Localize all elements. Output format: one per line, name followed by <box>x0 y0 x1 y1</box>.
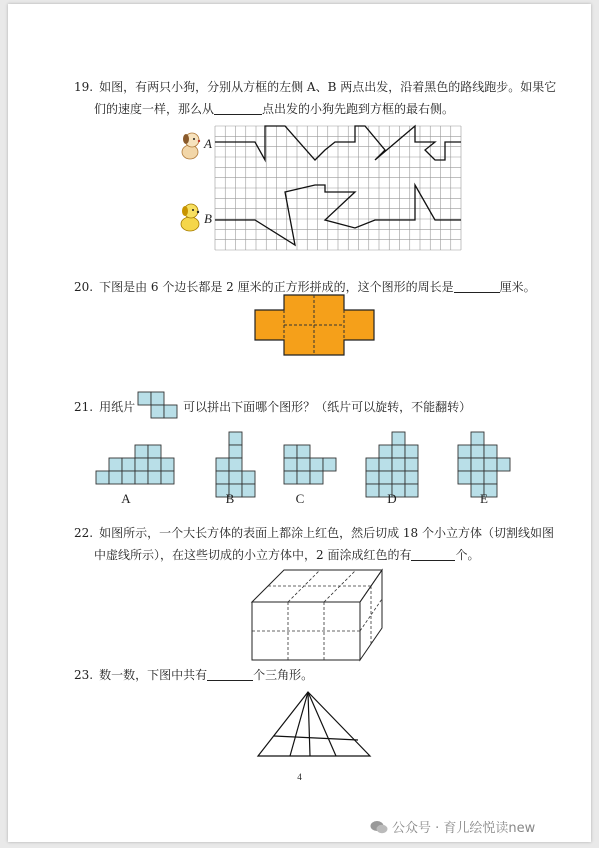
shape-cell <box>135 458 148 471</box>
shape-cell <box>229 471 242 484</box>
shape-cell <box>216 458 229 471</box>
watermark-text: 公众号 · 育儿绘悦读new <box>392 821 536 836</box>
dog-b-icon <box>181 204 199 231</box>
shape-cell <box>392 458 405 471</box>
question-text: 可以拼出下面哪个图形？（纸片可以旋转，不能翻转） <box>183 400 472 414</box>
shape-cell <box>366 471 379 484</box>
shape-cell <box>458 458 471 471</box>
shape-cell <box>392 471 405 484</box>
option-label: E <box>480 491 488 506</box>
shape-cell <box>497 458 510 471</box>
question-number: 19. <box>74 80 94 94</box>
shape-cell <box>138 392 151 405</box>
shape-cell <box>379 458 392 471</box>
shape-cell <box>216 471 229 484</box>
triangle-lines <box>258 692 370 756</box>
option-label: D <box>387 491 397 506</box>
answer-blank[interactable] <box>454 278 500 293</box>
worksheet-page <box>8 4 591 842</box>
shape-cell <box>109 471 122 484</box>
question-text: 数一数，下图中共有 <box>99 668 208 682</box>
shape-cell <box>484 471 497 484</box>
question-23 <box>74 664 564 686</box>
shape-cell <box>164 405 177 418</box>
shape-cell <box>284 445 297 458</box>
answer-blank[interactable] <box>207 666 253 681</box>
question-text: 个。 <box>455 548 480 562</box>
page-number: 4 <box>297 772 302 782</box>
dog-path-grid <box>173 120 473 252</box>
point-b-label: B <box>204 211 212 226</box>
shape-cell <box>242 471 255 484</box>
shape-cell <box>379 445 392 458</box>
shape-cell <box>148 458 161 471</box>
shape-cell <box>405 471 418 484</box>
question-number: 23. <box>74 668 94 682</box>
shape-cell <box>458 445 471 458</box>
cuboid-figure <box>250 566 384 662</box>
wechat-icon <box>370 820 388 834</box>
answer-blank[interactable] <box>411 546 455 561</box>
question-number: 20. <box>74 280 94 294</box>
shape-cell <box>161 471 174 484</box>
shape-cell <box>109 458 122 471</box>
shape-cell <box>122 458 135 471</box>
six-square-figure <box>254 294 376 356</box>
grid-lines <box>215 126 461 250</box>
point-a-label: A <box>204 136 212 151</box>
shape-cell <box>379 471 392 484</box>
question-text: 个三角形。 <box>253 668 314 682</box>
shape-cell <box>471 471 484 484</box>
shape-cell <box>148 471 161 484</box>
question-text: 中虚线所示），在这些切成的小立方体中，2 面涂成红色的有 <box>94 548 412 562</box>
shape-cell <box>484 445 497 458</box>
cuboid-cut-lines <box>252 570 382 660</box>
shape-cell <box>310 458 323 471</box>
question-text: 点出发的小狗先跑到方框的最右侧。 <box>262 102 455 116</box>
shape-cell <box>405 458 418 471</box>
shape-cell <box>297 471 310 484</box>
shape-cell <box>392 445 405 458</box>
option-label: B <box>225 491 235 506</box>
option-label: A <box>121 491 131 506</box>
question-text: 用纸片 <box>99 400 136 414</box>
shape-cell <box>242 484 255 497</box>
shape-cell <box>135 445 148 458</box>
watermark <box>370 817 535 836</box>
shape-cell <box>135 471 148 484</box>
shape-cell <box>284 458 297 471</box>
shape-cell <box>284 471 297 484</box>
question-text: 如图，有两只小狗，分别从方框的左侧 A、B 两点出发，沿着黑色的路线跑步。如果它 <box>99 80 557 94</box>
question-text: 下图是由 6 个边长都是 2 厘米的正方形拼成的，这个图形的周长是 <box>99 280 454 294</box>
shape-cell <box>471 432 484 445</box>
cuboid-edges <box>252 570 382 660</box>
shape-cell <box>148 445 161 458</box>
shape-cell <box>458 471 471 484</box>
shape-cell <box>310 471 323 484</box>
shape-cell <box>122 471 135 484</box>
question-19 <box>74 76 564 120</box>
triangle-figure <box>256 690 372 758</box>
question-text: 如图所示，一个大长方体的表面上都涂上红色，然后切成 18 个小立方体（切割线如图 <box>99 526 554 540</box>
shape-cell <box>151 405 164 418</box>
question-text: 们的速度一样，那么从 <box>94 102 215 116</box>
candidate-shapes <box>86 430 506 506</box>
shape-cell <box>366 458 379 471</box>
dog-a-icon <box>182 133 200 159</box>
shape-cell <box>297 445 310 458</box>
shape-cell <box>392 432 405 445</box>
shape-cell <box>297 458 310 471</box>
shape-cell <box>229 458 242 471</box>
shape-cell <box>484 458 497 471</box>
question-text: 厘米。 <box>499 280 536 294</box>
shape-cell <box>405 484 418 497</box>
shape-cell <box>471 445 484 458</box>
shape-cell <box>229 432 242 445</box>
shape-cell <box>151 392 164 405</box>
shape-cell <box>405 445 418 458</box>
paper-piece <box>137 391 183 421</box>
shape-cell <box>366 484 379 497</box>
shape-cell <box>229 445 242 458</box>
shape-cell <box>471 458 484 471</box>
question-22 <box>74 522 564 566</box>
question-number: 22. <box>74 526 94 540</box>
shape-cell <box>96 471 109 484</box>
question-number: 21. <box>74 400 94 414</box>
shape-cell <box>161 458 174 471</box>
option-label: C <box>295 491 305 506</box>
answer-blank[interactable] <box>214 100 262 115</box>
shape-cell <box>323 458 336 471</box>
